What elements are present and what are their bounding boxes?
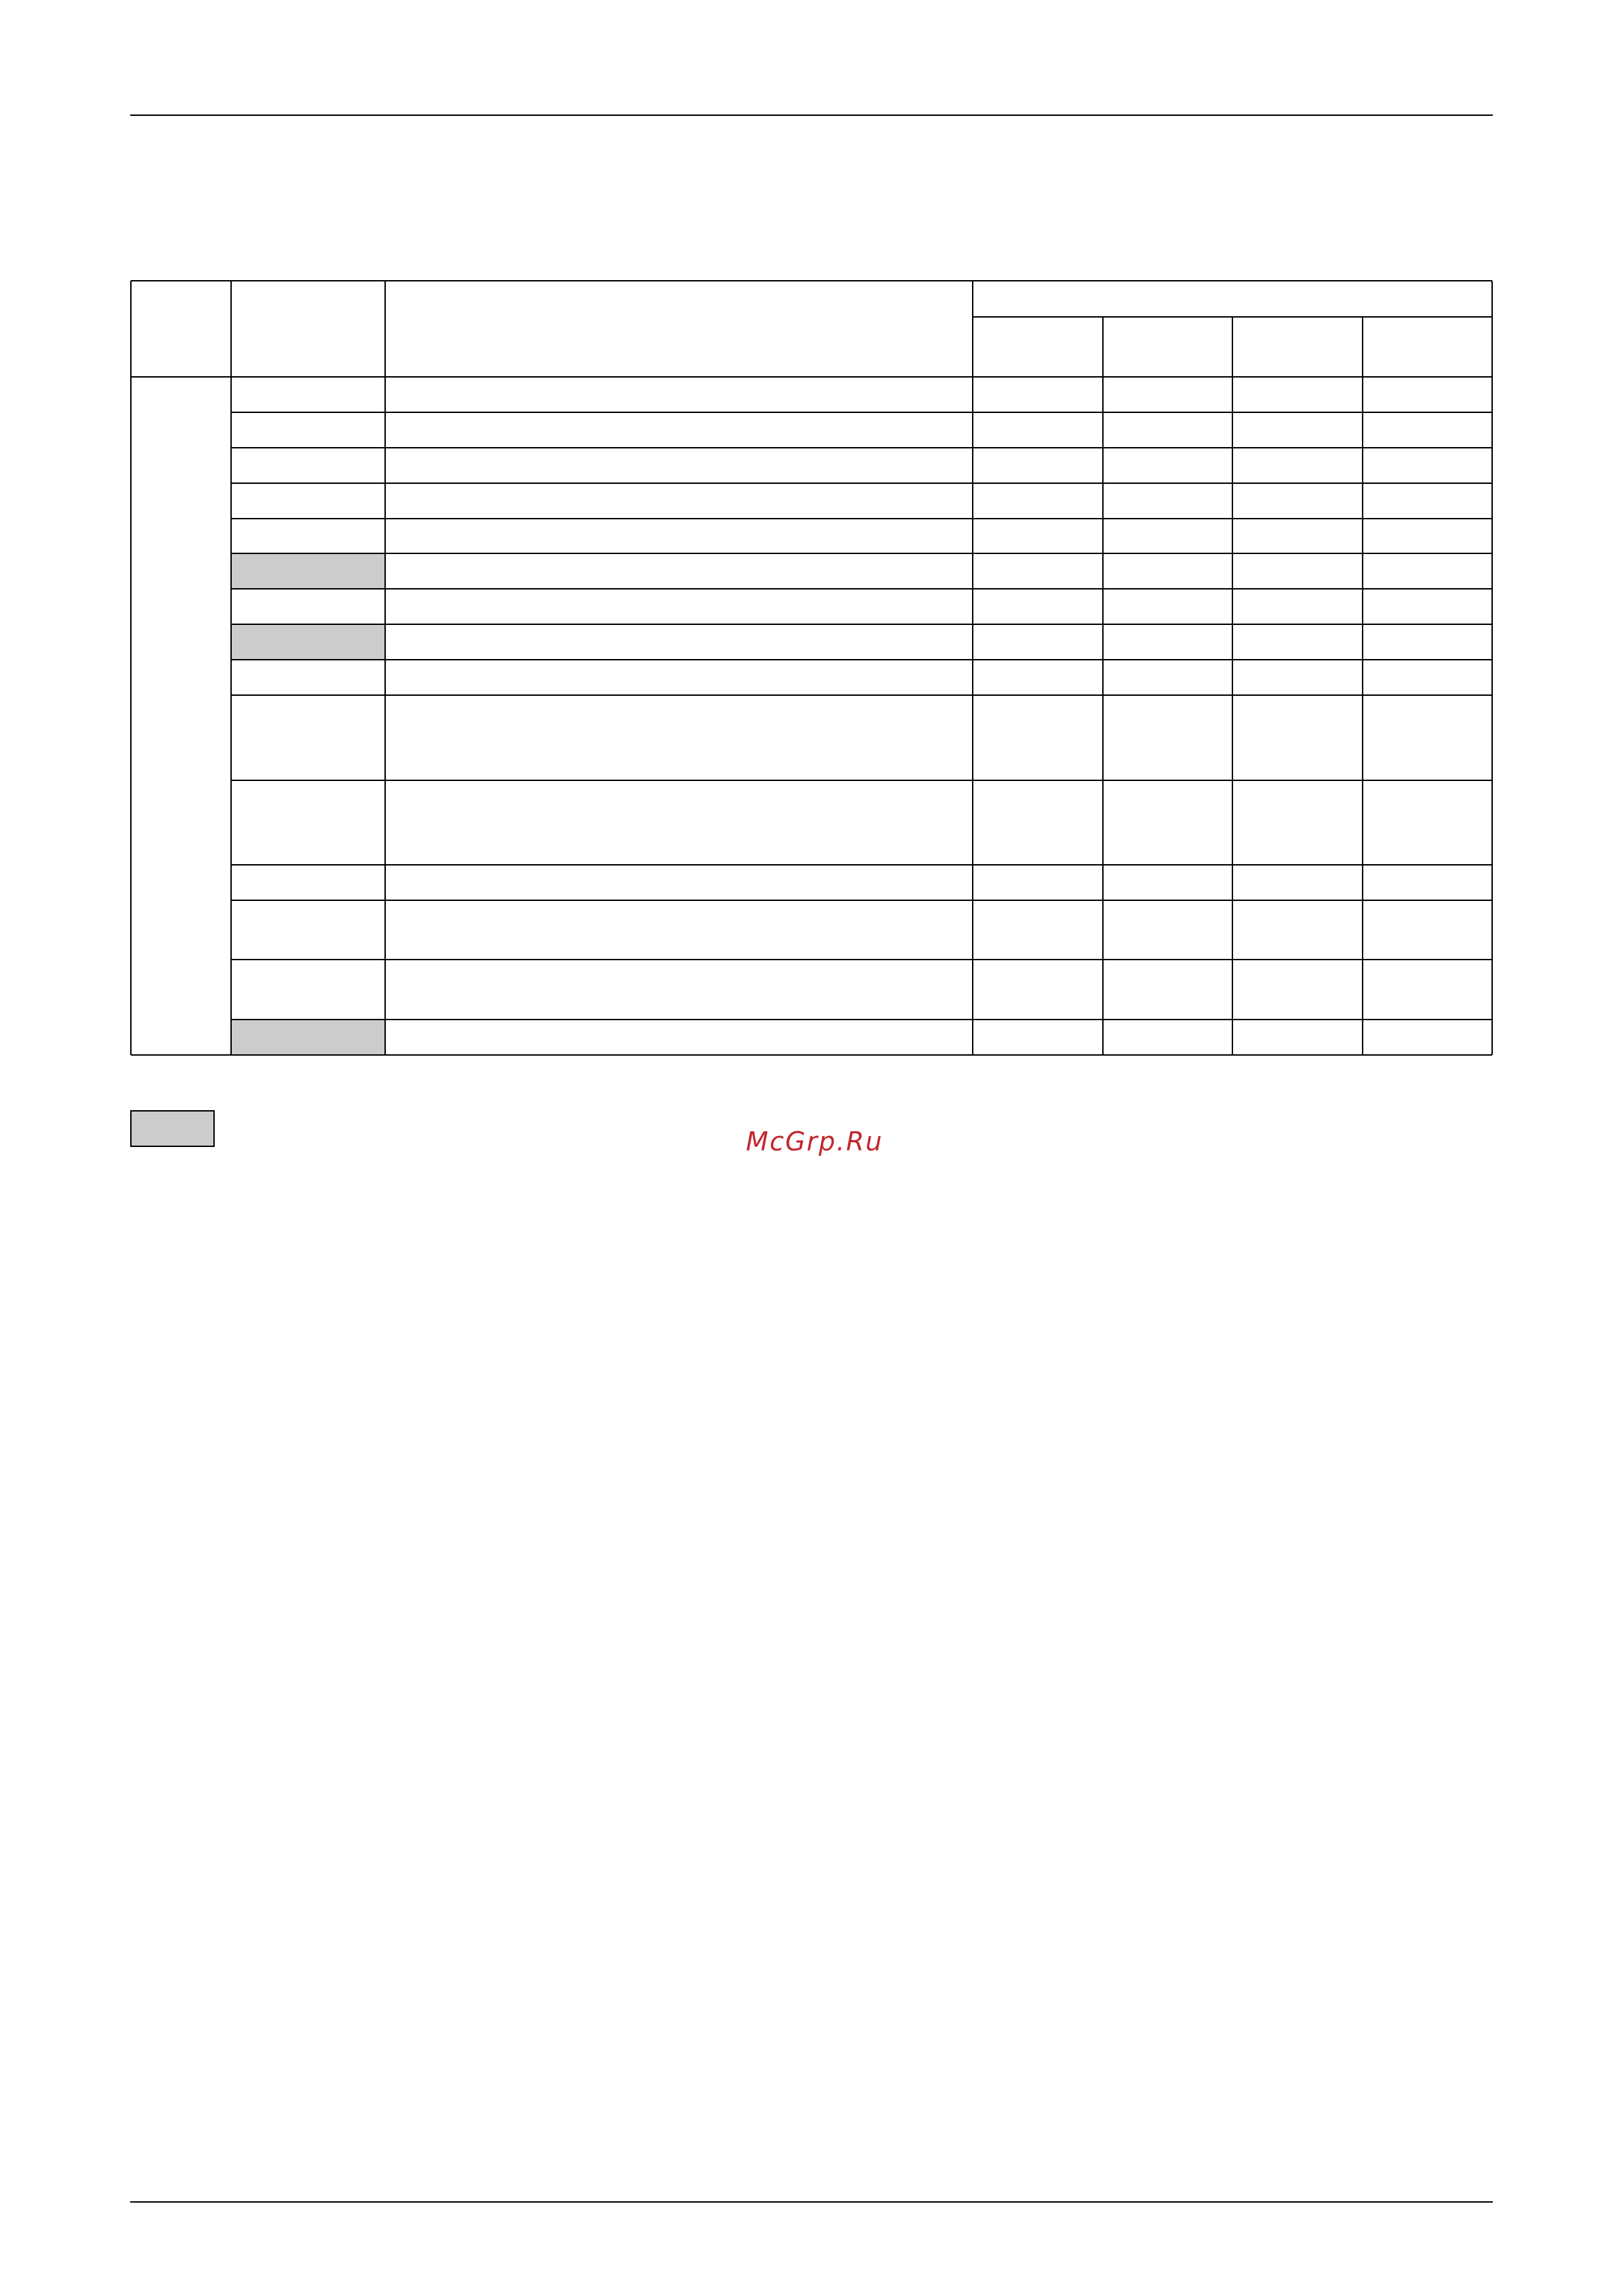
note-marker-box (130, 1110, 215, 1147)
shaded-cell-row-8 (231, 624, 385, 660)
shaded-cell-row-6 (231, 553, 385, 589)
footer-rule (130, 2201, 1493, 2203)
watermark: McGrp.Ru (746, 1127, 883, 1157)
shaded-cell-row-15 (231, 1020, 385, 1055)
